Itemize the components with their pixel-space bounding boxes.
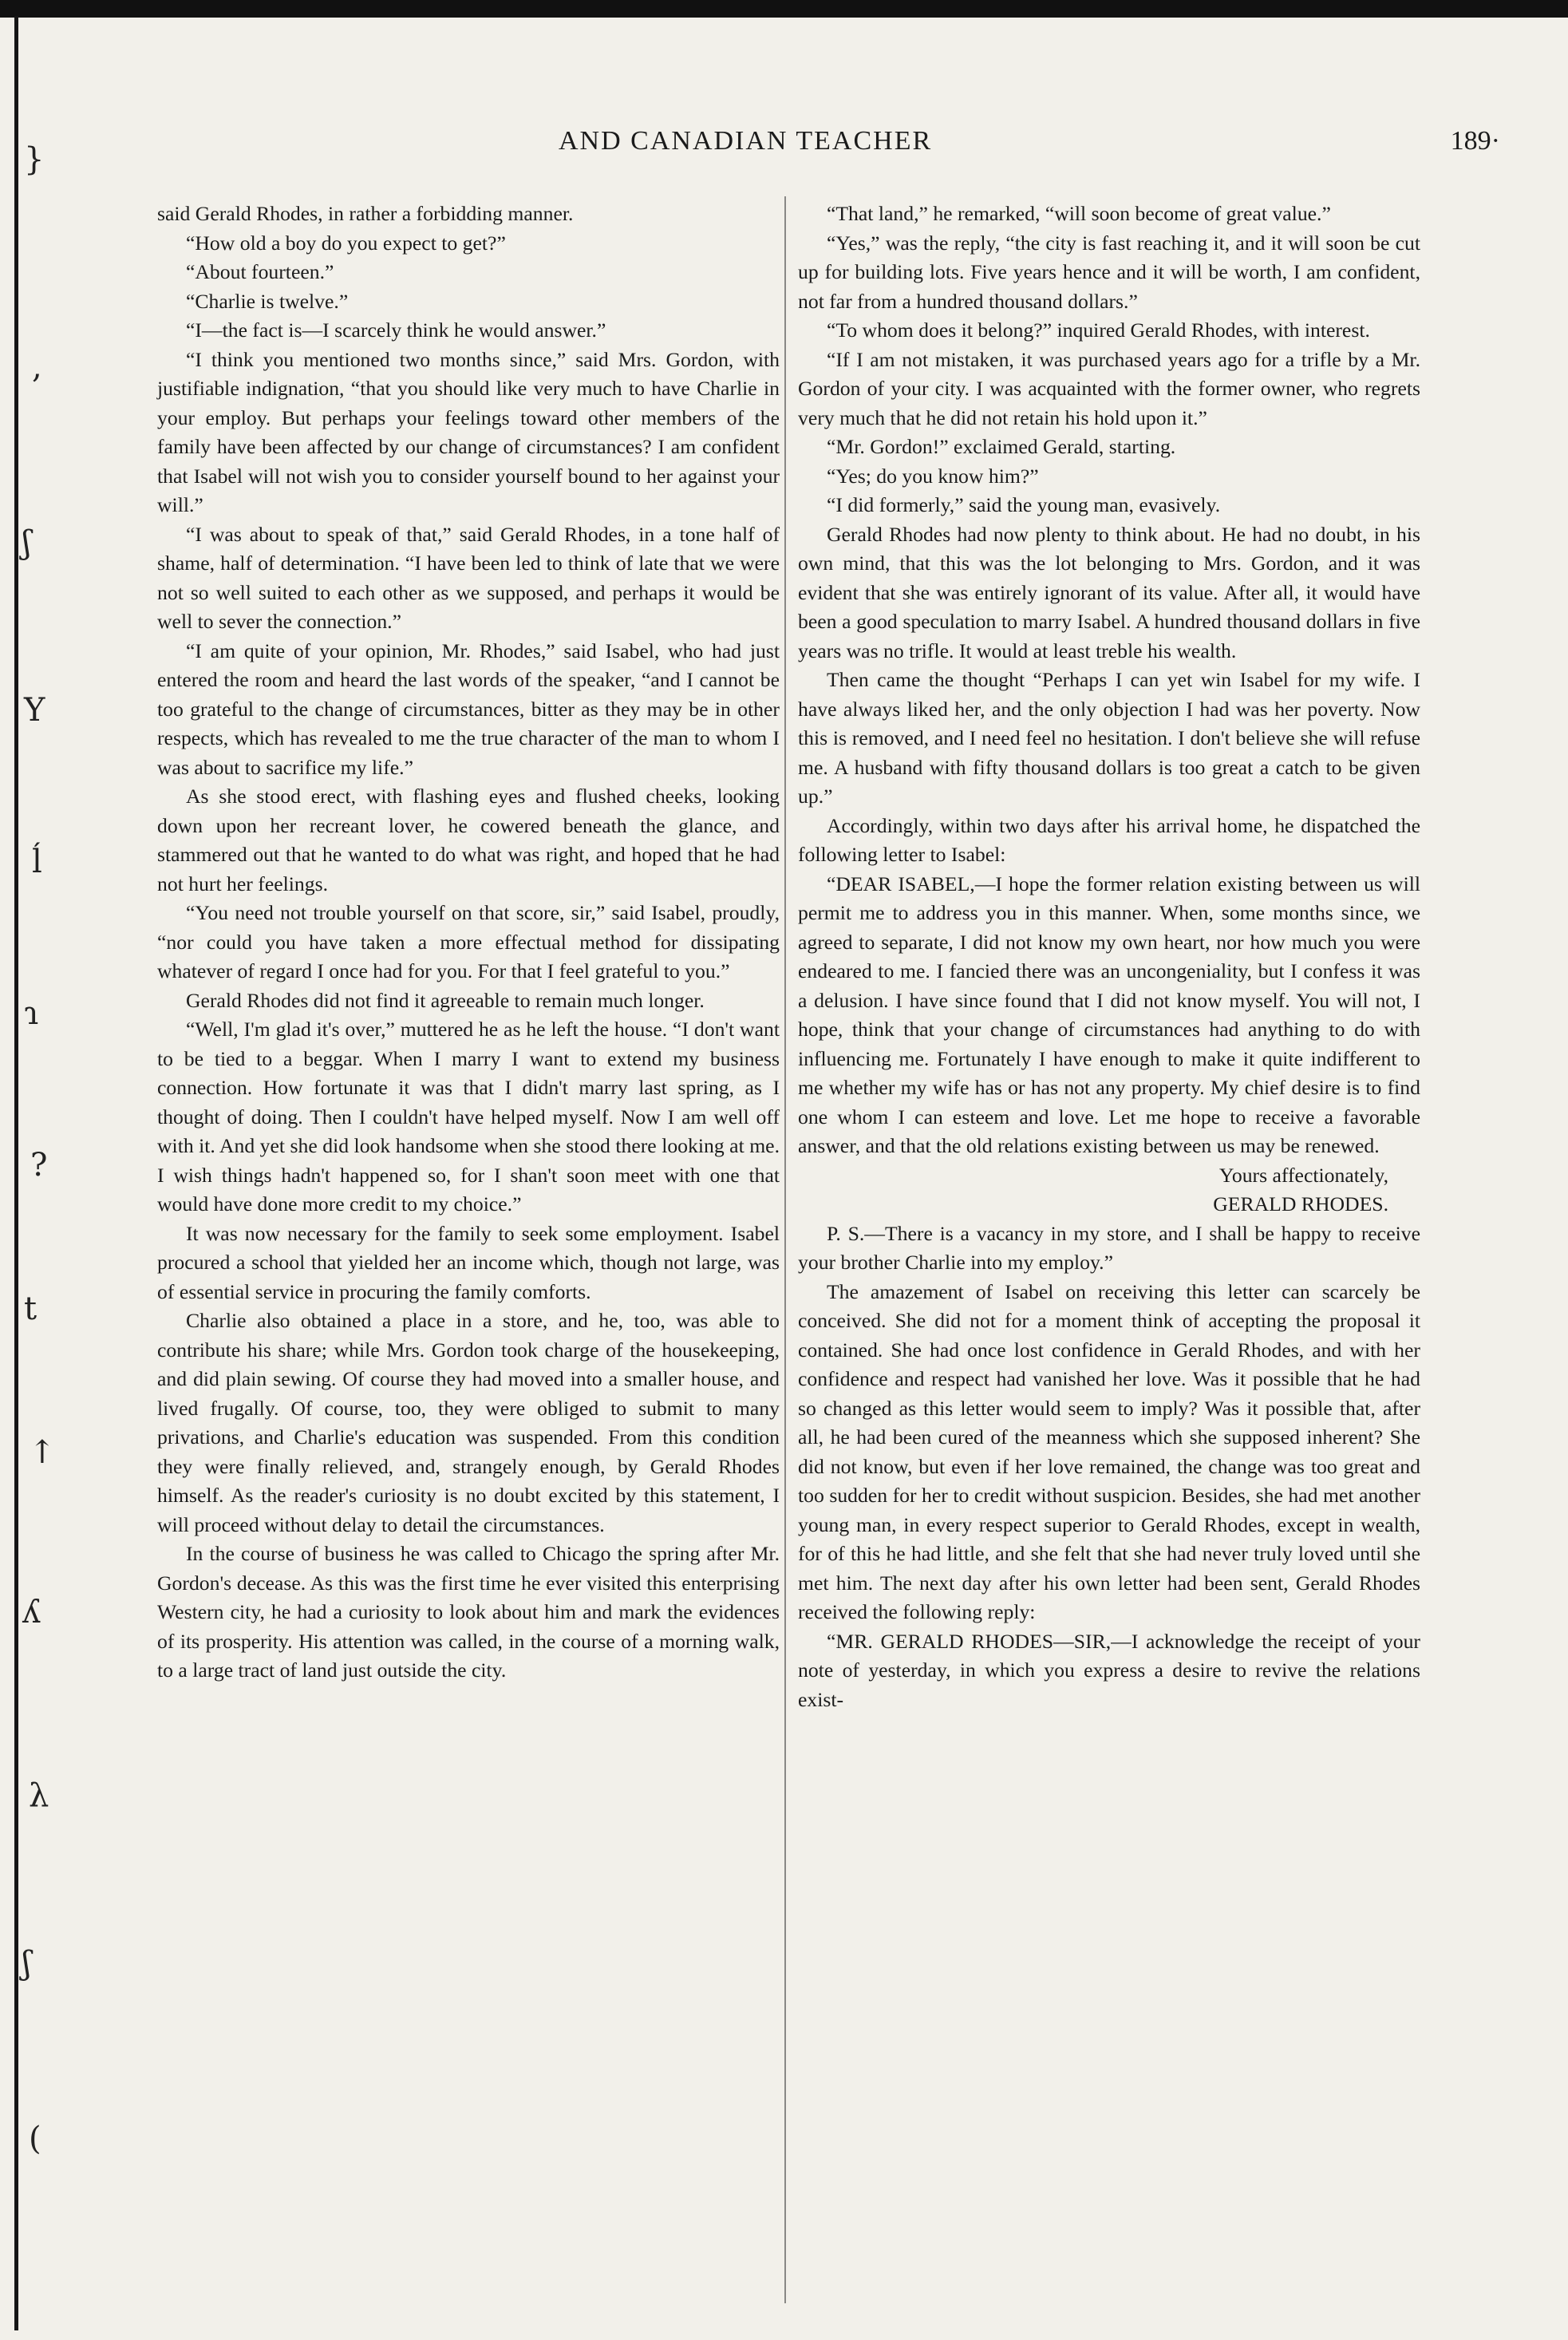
paragraph: Then came the thought “Perhaps I can yet win Isabel for my wife. I have always liked her, and the only objection I had was her poverty. Now this is removed, and I need feel no hesitation. I don't believe she will refuse me. A husband with fifty thousand dollars is too great a catch to be given up.”: [798, 668, 1420, 808]
left-column: [157, 200, 780, 1686]
paragraph: It was now necessary for the family to seek some employment. Isabel procured a school that yielded her an income which, though not large, was of essential service in procuring the family comforts.: [157, 1221, 780, 1303]
page-number: 189·: [1450, 126, 1500, 156]
paragraph: The amazement of Isabel on receiving this letter can scarcely be conceived. She did not for a moment think of accepting the proposal it contained. She had once lost confidence in Gerald Rhodes, and with her confidence and respect had vanished her love. Was it possible that he had so changed as this letter would seem to imply? Was it possible that, after all, he had been cured of the meanness which she supposed inherent? She did not know, but even if her love remained, the change was too great and too sudden for her to credit without suspicion. Besides, she had met another young man, in every respect superior to Gerald Rhodes, except in wealth, for of this he had little, and she felt that she had never truly loved until she met him. The next day after his own letter had been sent, Gerald Rhodes received the following reply:: [798, 1279, 1420, 1623]
paragraph: Gerald Rhodes had now plenty to think about. He had no doubt, in his own mind, that this was the lot belonging to Mrs. Gordon, and it was evident that she was entirely ignorant of its value. After all, it would have been a good speculation to marry Isabel. A hundred thousand dollars in five years was no trifle. It would at least treble his wealth.: [798, 522, 1420, 662]
running-header: [144, 126, 1500, 166]
paragraph: “To whom does it belong?” inquired Gerald Rhodes, with interest.: [826, 318, 1370, 342]
paragraph: “I did formerly,” said the young man, evasively.: [826, 493, 1221, 516]
paragraph: P. S.—There is a vacancy in my store, and I shall be happy to receive your brother Charlie into my employ.”: [798, 1221, 1420, 1274]
paragraph: “You need not trouble yourself on that score, sir,” said Isabel, proudly, “nor could you have taken a more effectual method for dissipating whatever of regard I once had for you. For that I feel grateful to you.”: [157, 901, 780, 982]
paragraph: “I was about to speak of that,” said Gerald Rhodes, in a tone half of shame, half of determination. “I have been led to think of late that we were not so well suited to each other as we supposed, and perhaps it would be well to sever the connection.”: [157, 522, 780, 633]
paragraph: said Gerald Rhodes, in rather a forbidding manner.: [157, 202, 574, 225]
paragraph: “How old a boy do you expect to get?”: [185, 231, 506, 255]
paragraph: In the course of business he was called to Chicago the spring after Mr. Gordon's decease. As this was the first time he ever visited this enterprising Western city, he had a curiosity to look about him and mark the evidences of its prosperity. His attention was called, in the course of a morning walk, to a large tract of land just outside the city.: [157, 1542, 780, 1682]
running-title: AND CANADIAN TEACHER: [559, 126, 933, 156]
letter-signature: GERALD RHODES.: [1213, 1192, 1388, 1215]
top-border-rule: [0, 0, 1568, 18]
paragraph: “About fourteen.”: [185, 260, 334, 283]
paragraph: “If I am not mistaken, it was purchased years ago for a trifle by a Mr. Gordon of your city. I was acquainted with the former owner, who regrets very much that he did not retain his hold upon it.”: [798, 347, 1420, 429]
letter-closing: Yours affectionately,: [1218, 1163, 1388, 1187]
paragraph: Gerald Rhodes did not find it agreeable to remain much longer.: [185, 988, 705, 1012]
right-column: [798, 200, 1420, 1714]
paragraph: Charlie also obtained a place in a store, and he, too, was able to contribute his share; while Mrs. Gordon took charge of the housekeeping, and did plain sewing. Of course they had moved into a smaller house, and lived frugally. Of course, too, they were obliged to submit to many privations, and Charlie's education was suspended. From this condition they were finally relieved, and, strangely enough, by Gerald Rhodes himself. As the reader's curiosity is no doubt excited by this statement, I will proceed without delay to detail the circumstances.: [157, 1309, 780, 1536]
paragraph: “Yes; do you know him?”: [826, 464, 1039, 488]
binding-gutter-marks: } , ʃ Y ĺ ɿ ? t ↑ ʎ λ ʃ (: [22, 141, 56, 2157]
paragraph: “I think you mentioned two months since,” said Mrs. Gordon, with justifiable indignation, “that you should like very much to have Charlie in your employ. But perhaps your feelings toward other members of the family have been affected by our change of circumstances? I am confident that Isabel will not wish you to consider yourself bound to her against your will.”: [157, 347, 780, 516]
paragraph: “Well, I'm glad it's over,” muttered he as he left the house. “I don't want to be tied to a beggar. When I marry I want to extend my business connection. How fortunate it was that I didn't marry last spring, as I thought of doing. Then I couldn't have helped myself. Now I am well off with it. And yet she did look handsome when she stood there looking at me. I wish things hadn't happened so, for I shan't soon meet with one that would have done more credit to my choice.”: [157, 1018, 780, 1215]
paragraph: As she stood erect, with flashing eyes and flushed cheeks, looking down upon her recreant lover, he cowered beneath the glance, and stammered out that he wanted to do what was right, and hoped that he had not hurt her feelings.: [157, 785, 780, 895]
column-divider: [784, 196, 786, 2303]
paragraph: Accordingly, within two days after his arrival home, he dispatched the following letter to Isabel:: [798, 813, 1420, 866]
paragraph: “MR. GERALD RHODES—SIR,—I acknowledge the receipt of your note of yesterday, in which you express a desire to revive the relations exist-: [798, 1629, 1420, 1711]
letter-body: “DEAR ISABEL,—I hope the former relation existing between us will permit me to address you in this manner. When, some months since, we agreed to separate, I did not know my own heart, nor how much you were endeared to me. I fancied there was an uncongeniality, but I confess it was a delusion. I have since found that I did not know myself. You will not, I hope, think that your change of circumstances had anything to do with influencing me. Fortunately I have enough to make it quite indifferent to me whether my wife has or has not any property. My chief desire is to find one whom I can esteem and love. Let me hope to receive a favorable answer, and that the old relations existing between us may be renewed.: [798, 872, 1420, 1157]
paragraph: “Yes,” was the reply, “the city is fast reaching it, and it will soon be cut up for building lots. Five years hence and it will be worth, I am confident, not far from a hundred thousand dollars.”: [798, 231, 1420, 313]
paragraph: “Mr. Gordon!” exclaimed Gerald, starting.: [826, 435, 1176, 458]
paragraph: “I am quite of your opinion, Mr. Rhodes,” said Isabel, who had just entered the room and heard the last words of the speaker, “and I cannot be too grateful to the change of circumstances, bitter as they may be in other respects, which has revealed to me the true character of the man to whom I was about to sacrifice my life.”: [157, 638, 780, 779]
paragraph: “That land,” he remarked, “will soon become of great value.”: [826, 202, 1331, 225]
paragraph: “Charlie is twelve.”: [185, 289, 349, 313]
paragraph: “I—the fact is—I scarcely think he would answer.”: [185, 318, 606, 342]
